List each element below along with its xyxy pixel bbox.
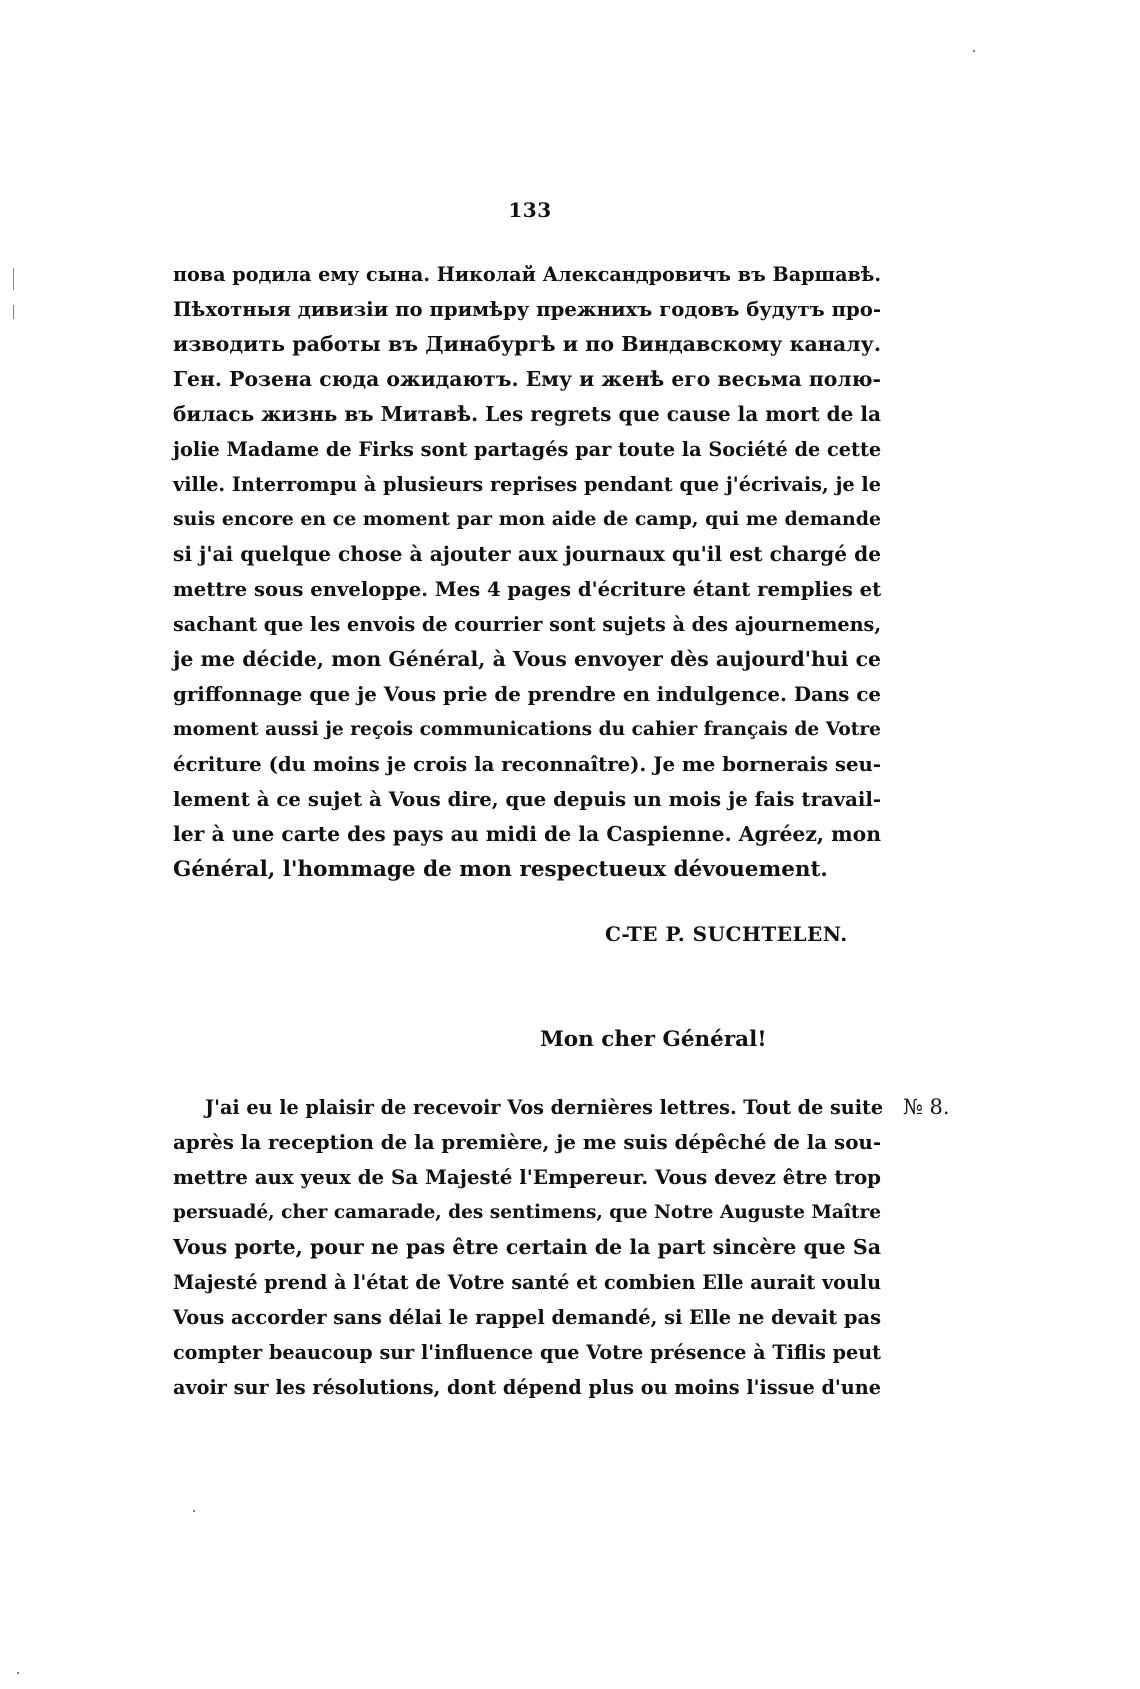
- paragraph-1: [173, 257, 881, 887]
- salutation: Mon cher Général!: [540, 1027, 767, 1052]
- text-line: compter beaucoup sur l'influence que Votre présence à Tiflis peut: [173, 1341, 881, 1364]
- text-line: suis encore en ce moment par mon aide de camp, qui me demande: [173, 508, 881, 530]
- text-line: si j'ai quelque chose à ajouter aux journaux qu'il est chargé de: [173, 542, 881, 566]
- text-line: билась жизнь въ Митавѣ. Les regrets que cause la mort de la: [173, 402, 881, 426]
- text-line: mettre aux yeux de Sa Majesté l'Empereur. Vous devez être trop: [173, 1165, 881, 1189]
- text-line: griffonnage que je Vous prie de prendre en indulgence. Dans ce: [173, 682, 881, 706]
- text-line: Vous accorder sans délai le rappel demandé, si Elle ne devait pas: [173, 1306, 881, 1329]
- text-line: avoir sur les résolutions, dont dépend plus ou moins l'issue d'une: [173, 1376, 881, 1399]
- paragraph-2: [173, 1090, 884, 1405]
- text-line: lement à ce sujet à Vous dire, que depuis un mois je fais travail-: [173, 787, 881, 811]
- text-line: Ген. Розена сюда ожидаютъ. Ему и женѣ его весьма полю-: [173, 367, 881, 391]
- text-line: je me décide, mon Général, à Vous envoyer dès aujourd'hui ce: [173, 647, 881, 671]
- scan-speck: [193, 1510, 195, 1512]
- scan-speck: [17, 1672, 19, 1674]
- text-line: jolie Madame de Firks sont partagés par toute la Société de cette: [173, 438, 882, 461]
- text-line: moment aussi je reçois communications du cahier français de Votre: [173, 719, 881, 740]
- text-line: ler à une carte des pays au midi de la Caspienne. Agréez, mon: [173, 822, 881, 846]
- text-line: пова родила ему сына. Николай Александровичъ въ Варшавѣ.: [173, 263, 881, 286]
- text-line: après la reception de la première, je me suis dépêché de la sou-: [173, 1130, 882, 1154]
- text-line: Пѣхотныя дивизіи по примѣру прежнихъ годовъ будутъ про-: [173, 298, 881, 321]
- text-line: persuadé, cher camarade, des sentimens, que Notre Auguste Maître: [173, 1202, 882, 1223]
- text-line: Majesté prend à l'état de Votre santé et combien Elle aurait voulu: [173, 1271, 881, 1294]
- text-line: Vous porte, pour ne pas être certain de la part sincère que Sa: [173, 1235, 881, 1259]
- text-line: sachant que les envois de courrier sont sujets à des ajournemens,: [173, 613, 882, 636]
- signature: C-TE P. SUCHTELEN.: [605, 922, 848, 946]
- text-line: J'ai eu le plaisir de recevoir Vos dernières lettres. Tout de suite: [205, 1096, 884, 1119]
- text-line: écriture (du moins je crois la reconnaître). Je me bornerais seu-: [173, 753, 881, 776]
- scan-speck: [973, 50, 975, 52]
- text-line: изводить работы въ Динабургѣ и по Виндавскому каналу.: [173, 332, 881, 356]
- text-line: ville. Interrompu à plusieurs reprises pendant que j'écrivais, je le: [173, 473, 881, 496]
- page-number: 133: [508, 198, 552, 222]
- text-line: mettre sous enveloppe. Mes 4 pages d'écriture étant remplies et: [173, 578, 882, 601]
- letter-number: № 8.: [903, 1095, 950, 1119]
- scan-edge-mark: [13, 268, 14, 290]
- scan-edge-mark: [13, 305, 14, 319]
- text-line: Général, l'hommage de mon respectueux dévouement.: [173, 857, 828, 882]
